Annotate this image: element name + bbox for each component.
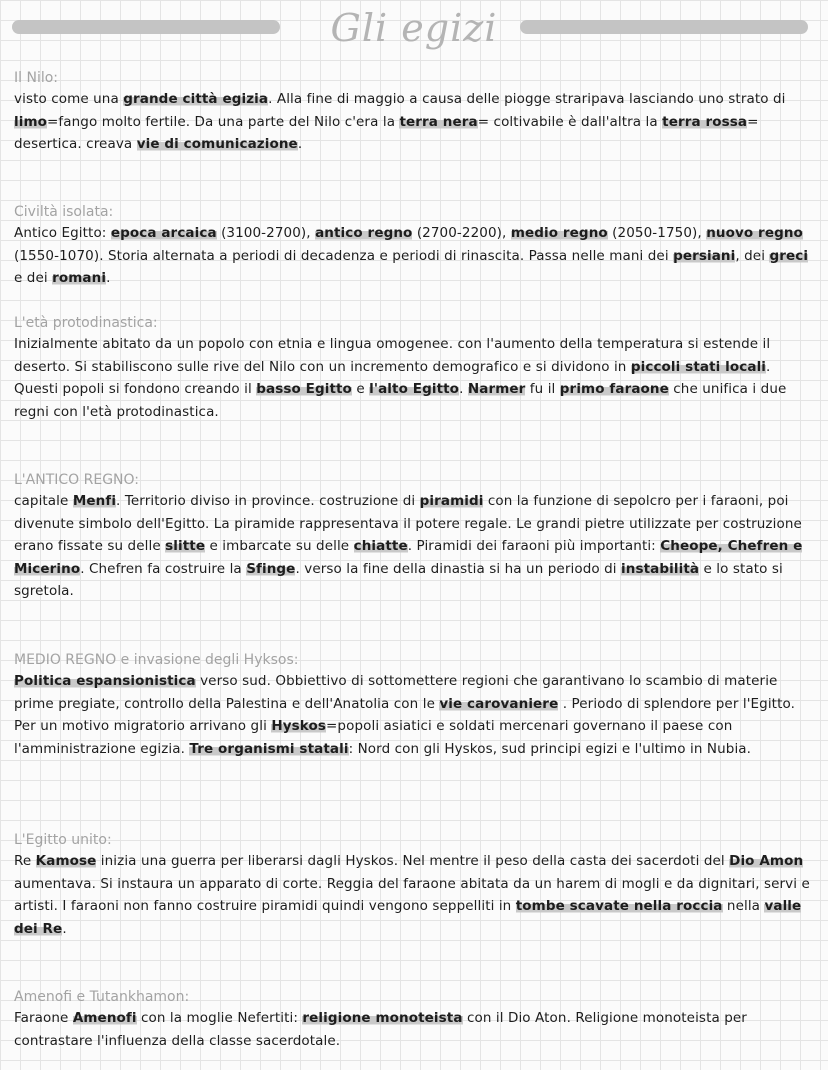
section-body [14,1007,814,1052]
text-run: . [459,381,468,397]
text-run: Inizialmente abitato da un popolo con etnia e lingua omogenee. con l'aumento della temperatura si estende il deserto. Si stabiliscono sulle rive del Nilo con un incremento demografico e si dividono in [14,336,771,375]
text-run: (1550-1070). Storia alternata a periodi di decadenza e periodi di rinascita. Passa nelle mani dei [14,247,674,264]
highlighted-term: Tre organismi statali [189,740,349,757]
highlighted-term: Sfinge [246,560,296,577]
highlighted-term: instabilità [621,560,700,577]
section-body [14,222,814,290]
highlighted-term: terra rossa [662,113,748,130]
highlighted-term: Menfi [72,493,117,509]
text-run: . [106,270,111,286]
text-run: con il Dio Aton. Religione monoteista per contrastare l'influenza della classe sacerdotale. [14,1010,747,1049]
section-amenofi-tutankhamon [14,987,814,1052]
text-run: = coltivabile è dall'altra la [477,113,663,130]
section-civilta-isolata [14,202,814,290]
section-body [14,850,814,940]
text-run: inizia una guerra per liberarsi dagli Hyskos. Nel mentre il peso della casta dei sacerdoti del [96,853,730,869]
highlighted-term: Cheope, Chefren e Micerino [14,538,803,577]
highlighted-term: slitte [165,538,206,554]
highlighted-term: piramidi [419,493,484,509]
highlighted-term: basso Egitto [256,381,352,397]
text-run: (2050-1750), [607,225,707,241]
section-heading: L'Egitto unito: [14,832,112,848]
text-run: Re [14,853,36,869]
text-run: che unifica i due regni con l'età protodinastica. [14,381,787,420]
text-run: capitale [14,493,73,509]
section-antico-regno [14,470,814,603]
text-run: nella [722,898,765,914]
text-run: e dei [14,270,53,286]
highlighted-term: greci [769,247,809,264]
text-run: (3100-2700), [216,225,316,241]
highlighted-term: medio regno [510,225,608,241]
text-run: . Chefren fa costruire la [80,560,247,577]
text-run: visto come una [14,91,124,107]
highlighted-term: tombe scavate nella roccia [515,898,723,914]
text-run: . [297,136,303,152]
text-run: . Periodo di splendore per l'Egitto. Per un motivo migratorio arrivano gli [14,695,795,734]
section-heading: MEDIO REGNO e invasione degli Hyksos: [14,652,299,668]
highlighted-term: vie di comunicazione [136,136,298,152]
highlighted-term: chiatte [353,538,408,554]
text-run: verso sud. Obbiettivo di sottomettere regioni che garantivano lo scambio di materie prime pregiate, controllo della Palestina e dell'Anatolia con le [14,673,778,712]
highlighted-term: nuovo regno [706,225,803,241]
section-heading: L'ANTICO REGNO: [14,472,140,488]
page-title: Gli egizi [330,6,498,50]
text-run: e imbarcate su delle [205,538,354,554]
text-run: fu il [525,381,560,397]
highlighted-term: Politica espansionistica [14,673,196,689]
section-body [14,333,814,423]
section-heading: Il Nilo: [14,70,59,86]
text-run: aumentava. Si instaura un apparato di corte. Reggia del faraone abitata da un harem di mogli e da dignitari, servi e artisti. I faraoni non fanno costruire piramidi quindi vengono seppelliti in [14,875,810,914]
text-run: . Alla fine di maggio a causa delle piogge straripava lasciando uno strato di [268,91,786,107]
text-run: Faraone [14,1010,73,1026]
section-medio-regno [14,650,814,760]
highlighted-term: Hyskos [271,718,326,734]
text-run: . Questi popoli si fondono creando il [14,358,771,397]
highlighted-term: religione monoteista [302,1010,463,1026]
text-run: . Piramidi dei faraoni più importanti: [407,538,661,554]
highlighted-term: grande città egizia [123,91,269,107]
text-run: e [351,381,370,397]
highlighted-term: epoca arcaica [110,225,217,241]
section-eta-protodinastica [14,313,814,423]
section-body [14,490,814,603]
text-run: con la moglie Nefertiti: [136,1010,303,1026]
text-run: : Nord con gli Hyskos, sud principi egizi e l'ultimo in Nubia. [348,740,752,757]
section-egitto-unito [14,830,814,940]
text-run: Antico Egitto: [14,225,111,241]
text-run: . Territorio diviso in province. costruzione di [116,493,420,509]
text-run: (2700-2200), [412,225,511,241]
text-run: = desertica. creava [14,113,759,152]
text-run: . [62,920,67,937]
text-run: =fango molto fertile. Da una parte del Nilo c'era la [47,113,400,130]
highlighted-term: valle dei Re [14,898,802,937]
text-run: =popoli asiatici e soldati mercenari governano il paese con l'amministrazione egizia. [14,718,733,757]
highlighted-term: limo [14,113,47,130]
highlighted-term: persiani [673,247,736,264]
highlighted-term: vie carovaniere [439,695,559,712]
highlighted-term: Narmer [467,381,526,397]
text-run: . verso la fine della dinastia si ha un periodo di [295,560,622,577]
section-nilo [14,68,814,156]
highlighted-term: l'alto Egitto [369,381,460,397]
highlighted-term: Dio Amon [729,853,804,869]
section-heading: Civiltà isolata: [14,204,114,220]
section-heading: L'età protodinastica: [14,315,158,331]
highlighted-term: primo faraone [559,381,669,397]
text-run: , dei [735,247,770,264]
section-heading: Amenofi e Tutankhamon: [14,989,190,1005]
highlighted-term: piccoli stati locali [630,358,767,375]
section-body [14,670,814,760]
highlighted-term: Kamose [35,853,97,869]
highlighted-term: romani [52,270,107,286]
text-run: con la funzione di sepolcro per i faraoni, poi divenute simbolo dell'Egitto. La piramide rappresentava il potere regale. Le grandi pietre utilizzate per costruzione erano fissate su delle [14,493,802,554]
section-body [14,88,814,156]
highlighted-term: antico regno [315,225,413,241]
highlighted-term: terra nera [399,113,478,130]
highlighted-term: Amenofi [72,1010,137,1026]
text-run: e lo stato si sgretola. [14,560,783,599]
